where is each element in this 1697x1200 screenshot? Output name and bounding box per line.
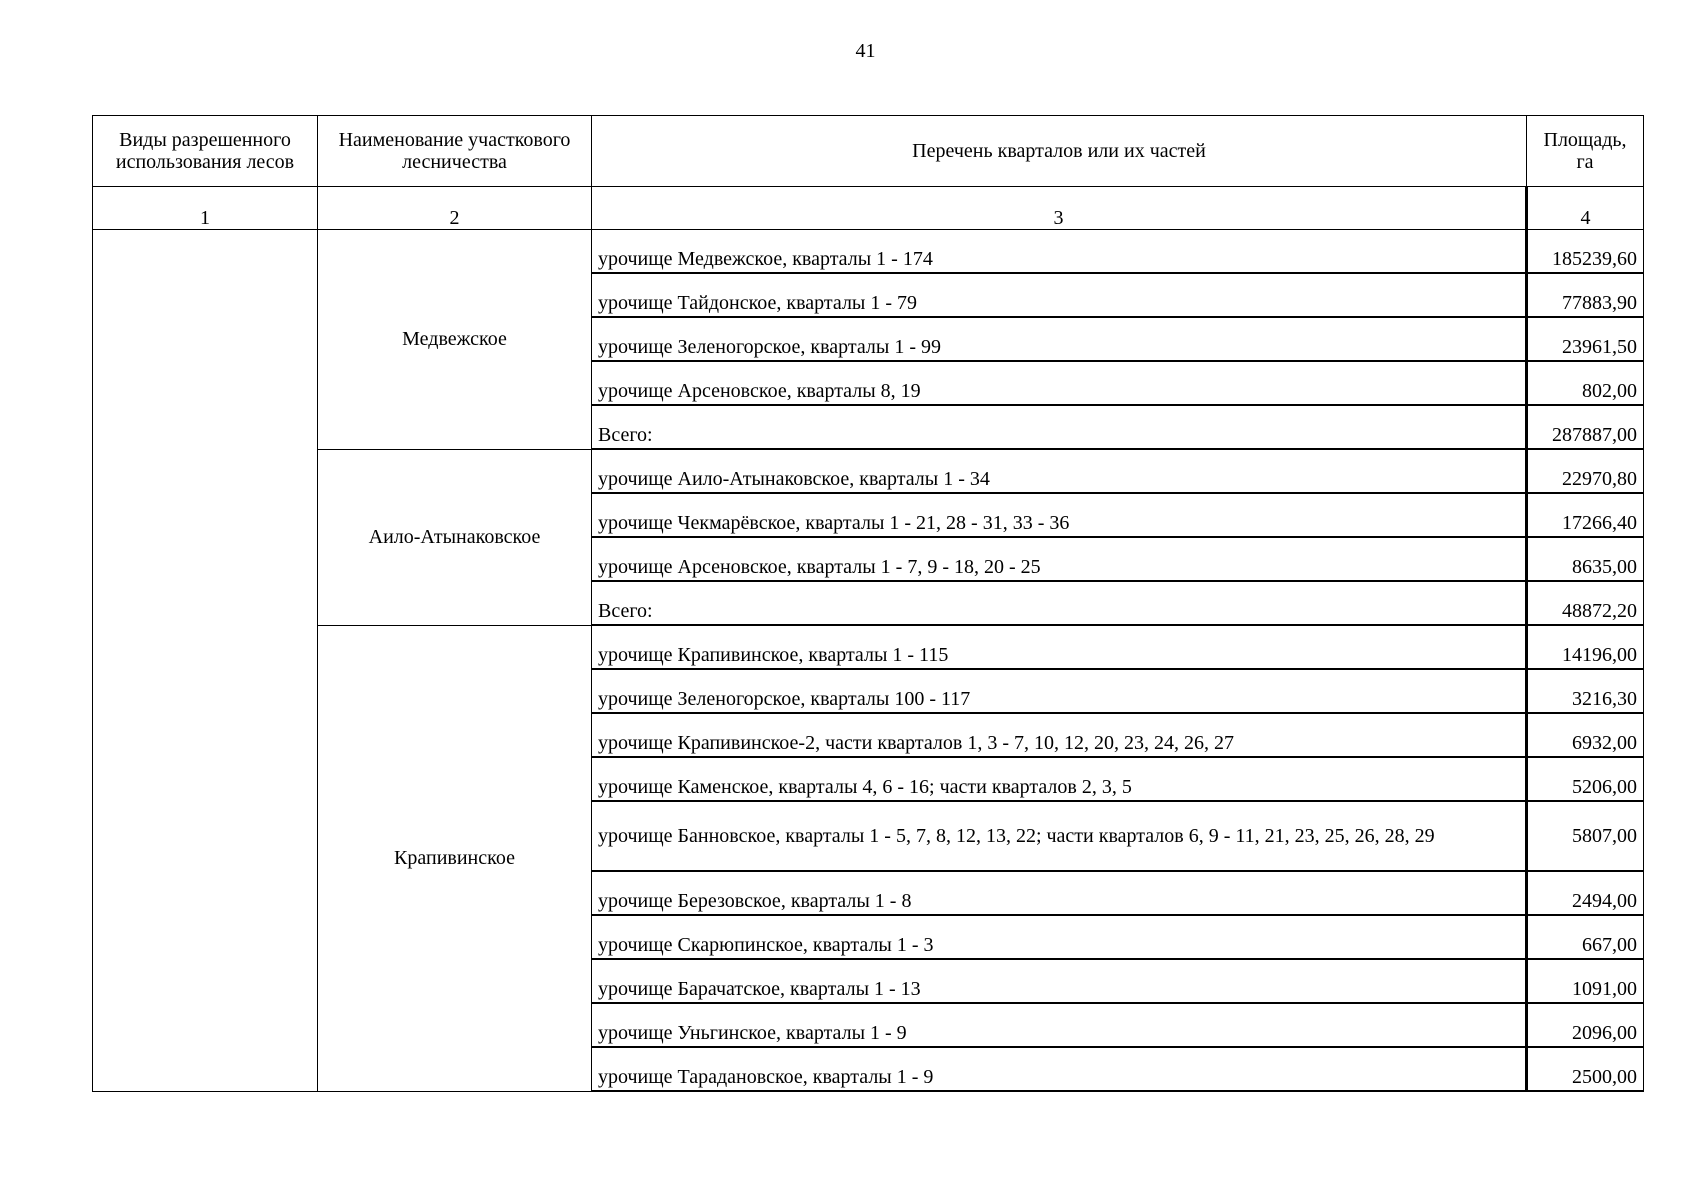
table-row — [93, 625, 1644, 669]
area-value: 23961,50 — [1527, 317, 1644, 361]
total-area: 48872,20 — [1527, 581, 1644, 625]
column-number-1: 1 — [93, 187, 318, 230]
total-label: Всего: — [592, 405, 1527, 449]
quarters-desc: урочище Чекмарёвское, кварталы 1 - 21, 28 - 31, 33 - 36 — [592, 493, 1527, 537]
column-number-2: 2 — [318, 187, 592, 230]
quarters-desc: урочище Тарадановское, кварталы 1 - 9 — [592, 1047, 1527, 1091]
table-row — [93, 230, 1644, 274]
area-value: 8635,00 — [1527, 537, 1644, 581]
area-value: 2096,00 — [1527, 1003, 1644, 1047]
quarters-desc: урочище Банновское, кварталы 1 - 5, 7, 8, 12, 13, 22; части кварталов 6, 9 - 11, 21, 23, 25, 26, 28, 29 — [592, 801, 1527, 871]
area-value: 2494,00 — [1527, 871, 1644, 915]
quarters-desc: урочище Арсеновское, кварталы 8, 19 — [592, 361, 1527, 405]
area-value: 2500,00 — [1527, 1047, 1644, 1091]
area-value: 185239,60 — [1527, 230, 1644, 274]
quarters-desc: урочище Крапивинское, кварталы 1 - 115 — [592, 625, 1527, 669]
header-row — [93, 116, 1644, 187]
area-value: 77883,90 — [1527, 273, 1644, 317]
quarters-desc: урочище Скарюпинское, кварталы 1 - 3 — [592, 915, 1527, 959]
area-value: 14196,00 — [1527, 625, 1644, 669]
column-number-row — [93, 187, 1644, 230]
quarters-desc: урочище Тайдонское, кварталы 1 - 79 — [592, 273, 1527, 317]
column-number-3: 3 — [592, 187, 1527, 230]
table-row — [93, 449, 1644, 493]
quarters-desc: урочище Барачатское, кварталы 1 - 13 — [592, 959, 1527, 1003]
header-usage-kinds: Виды разрешенного использования лесов — [93, 116, 318, 187]
page-number: 41 — [855, 40, 876, 62]
area-value: 22970,80 — [1527, 449, 1644, 493]
quarters-desc: урочище Березовское, кварталы 1 - 8 — [592, 871, 1527, 915]
header-forestry-name: Наименование участкового лесничества — [318, 116, 592, 187]
quarters-desc: урочище Крапивинское-2, части кварталов 1, 3 - 7, 10, 12, 20, 23, 24, 26, 27 — [592, 713, 1527, 757]
quarters-desc: урочище Медвежское, кварталы 1 - 174 — [592, 230, 1527, 274]
area-value: 5807,00 — [1527, 801, 1644, 871]
quarters-desc: урочище Уньгинское, кварталы 1 - 9 — [592, 1003, 1527, 1047]
forestry-name-ailo-atynakovskoe: Аило-Атынаковское — [318, 449, 592, 625]
forestry-name-krapivinskoe: Крапивинское — [318, 625, 592, 1091]
forest-quarters-table — [92, 115, 1644, 1092]
total-label: Всего: — [592, 581, 1527, 625]
quarters-desc: урочище Зеленогорское, кварталы 100 - 117 — [592, 669, 1527, 713]
quarters-desc: урочище Зеленогорское, кварталы 1 - 99 — [592, 317, 1527, 361]
area-value: 667,00 — [1527, 915, 1644, 959]
total-area: 287887,00 — [1527, 405, 1644, 449]
header-quarters-list: Перечень кварталов или их частей — [592, 116, 1527, 187]
usage-kind-cell — [93, 230, 318, 1092]
quarters-desc: урочище Аило-Атынаковское, кварталы 1 - 34 — [592, 449, 1527, 493]
area-value: 6932,00 — [1527, 713, 1644, 757]
quarters-desc: урочище Арсеновское, кварталы 1 - 7, 9 - 18, 20 - 25 — [592, 537, 1527, 581]
area-value: 5206,00 — [1527, 757, 1644, 801]
header-area: Площадь, га — [1527, 116, 1644, 187]
area-value: 17266,40 — [1527, 493, 1644, 537]
area-value: 802,00 — [1527, 361, 1644, 405]
forestry-name-medvezhskoe: Медвежское — [318, 230, 592, 450]
area-value: 3216,30 — [1527, 669, 1644, 713]
column-number-4: 4 — [1527, 187, 1644, 230]
area-value: 1091,00 — [1527, 959, 1644, 1003]
quarters-desc: урочище Каменское, кварталы 4, 6 - 16; части кварталов 2, 3, 5 — [592, 757, 1527, 801]
